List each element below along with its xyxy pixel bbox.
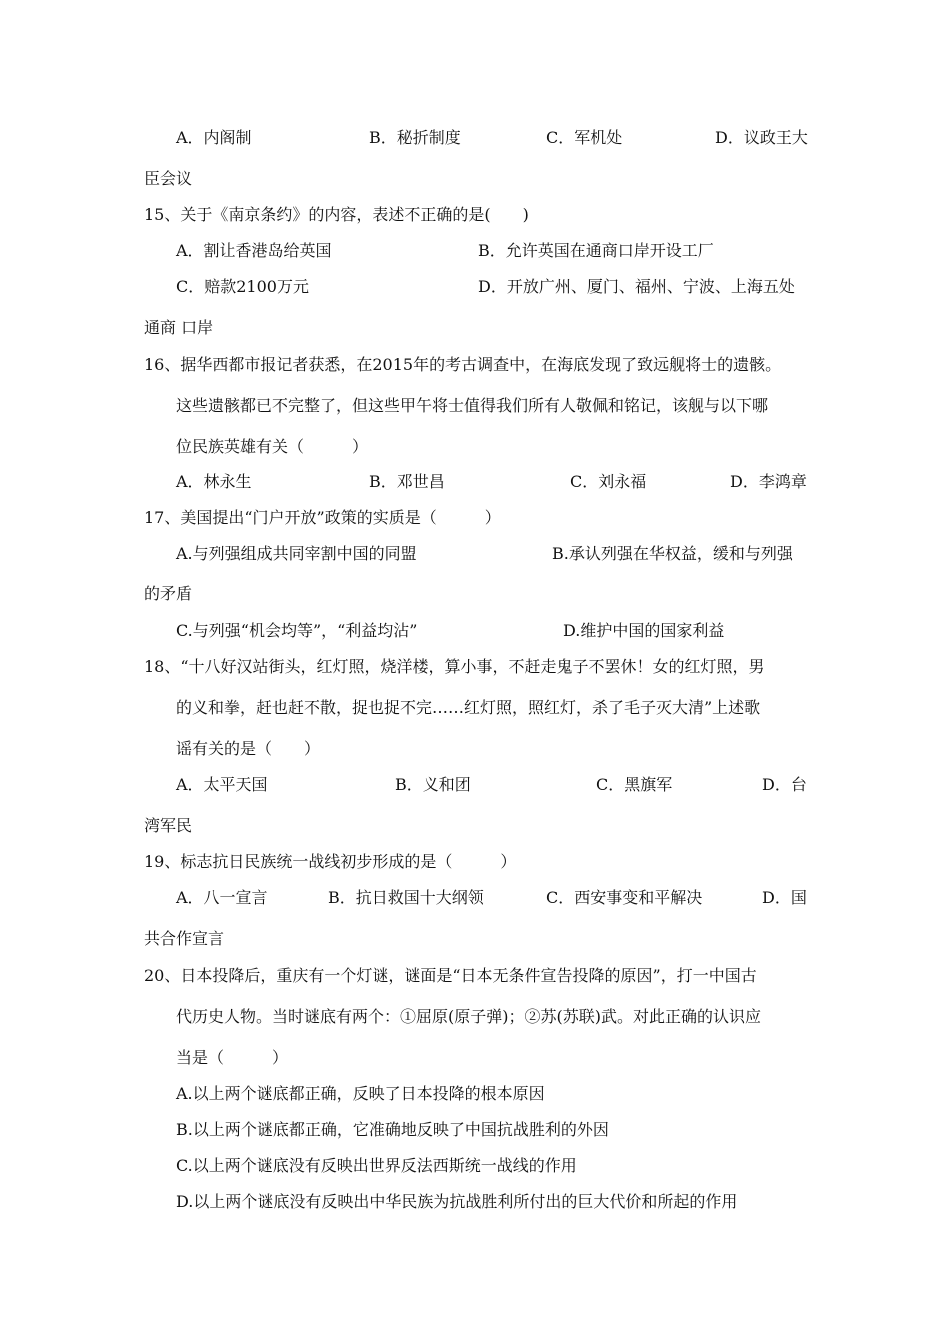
q18-option-d: D．台 [762,775,807,794]
q18-option-a: A．太平天国 [176,775,268,794]
q20-stem-line2: 代历史人物。当时谜底有两个：①屈原(原子弹)；②苏(苏联)武。对此正确的认识应 [176,1007,761,1026]
q14-option-d-wrap: 臣会议 [144,169,193,188]
q19-stem: 19、标志抗日民族统一战线初步形成的是（ ） [144,852,517,871]
q20-option-b: B.以上两个谜底都正确，它准确地反映了中国抗战胜利的外因 [176,1120,609,1139]
q16-option-d: D．李鸿章 [730,472,807,491]
q14-option-a: A．内阁制 [176,128,252,147]
q15-option-c: C．赔款2100万元 [176,277,309,296]
q14-option-c: C．军机处 [546,128,623,147]
q19-option-b: B．抗日救国十大纲领 [328,888,484,907]
q15-option-a: A．割让香港岛给英国 [176,241,332,260]
q16-option-c: C．刘永福 [570,472,647,491]
q19-option-a: A．八一宣言 [176,888,268,907]
q16-option-a: A．林永生 [176,472,252,491]
q19-option-d: D．国 [762,888,807,907]
q20-stem-line3: 当是（ ） [176,1048,289,1067]
q15-option-d: D．开放广州、厦门、福州、宁波、上海五处 [478,277,795,296]
q20-option-d: D.以上两个谜底没有反映出中华民族为抗战胜利所付出的巨大代价和所起的作用 [176,1192,738,1211]
q16-option-b: B．邓世昌 [369,472,445,491]
q18-stem-line3: 谣有关的是（ ） [176,739,321,758]
q18-option-d-wrap: 湾军民 [144,816,193,835]
q19-option-c: C．西安事变和平解决 [546,888,703,907]
q16-stem-line1: 16、据华西都市报记者获悉，在2015年的考古调查中，在海底发现了致远舰将士的遗骸。 [144,355,782,374]
q16-stem-line3: 位民族英雄有关（ ） [176,437,369,456]
q17-option-a: A.与列强组成共同宰割中国的同盟 [176,544,417,563]
q15-option-b: B．允许英国在通商口岸开设工厂 [478,241,714,260]
q15-stem: 15、关于《南京条约》的内容，表述不正确的是( ) [144,205,529,224]
q18-stem-line2: 的义和拳，赶也赶不散，捉也捉不完……红灯照，照红灯，杀了毛子灭大清”上述歌 [176,698,761,717]
q20-option-a: A.以上两个谜底都正确，反映了日本投降的根本原因 [176,1084,545,1103]
q20-stem-line1: 20、日本投降后，重庆有一个灯谜，谜面是“日本无条件宣告投降的原因”，打一中国古 [144,966,757,985]
q20-option-c: C.以上两个谜底没有反映出世界反法西斯统一战线的作用 [176,1156,577,1175]
q17-option-b: B.承认列强在华权益，缓和与列强 [552,544,793,563]
q14-option-d: D．议政王大 [715,128,808,147]
q18-stem-line1: 18、“十八好汉站街头，红灯照，烧洋楼，算小事，不赶走鬼子不罢休！女的红灯照，男 [144,657,765,676]
q17-stem: 17、美国提出“门户开放”政策的实质是（ ） [144,508,501,527]
q18-option-b: B．义和团 [395,775,471,794]
q18-option-c: C．黑旗军 [596,775,673,794]
q17-option-c: C.与列强“机会均等”，“利益均沾” [176,621,418,640]
q17-option-d: D.维护中国的国家利益 [563,621,725,640]
q19-option-d-wrap: 共合作宣言 [144,929,225,948]
q17-option-b-wrap: 的矛盾 [144,584,193,603]
q15-option-d-wrap: 通商 口岸 [144,318,214,337]
q14-option-b: B．秘折制度 [369,128,461,147]
q16-stem-line2: 这些遗骸都已不完整了，但这些甲午将士值得我们所有人敬佩和铭记，该舰与以下哪 [176,396,769,415]
